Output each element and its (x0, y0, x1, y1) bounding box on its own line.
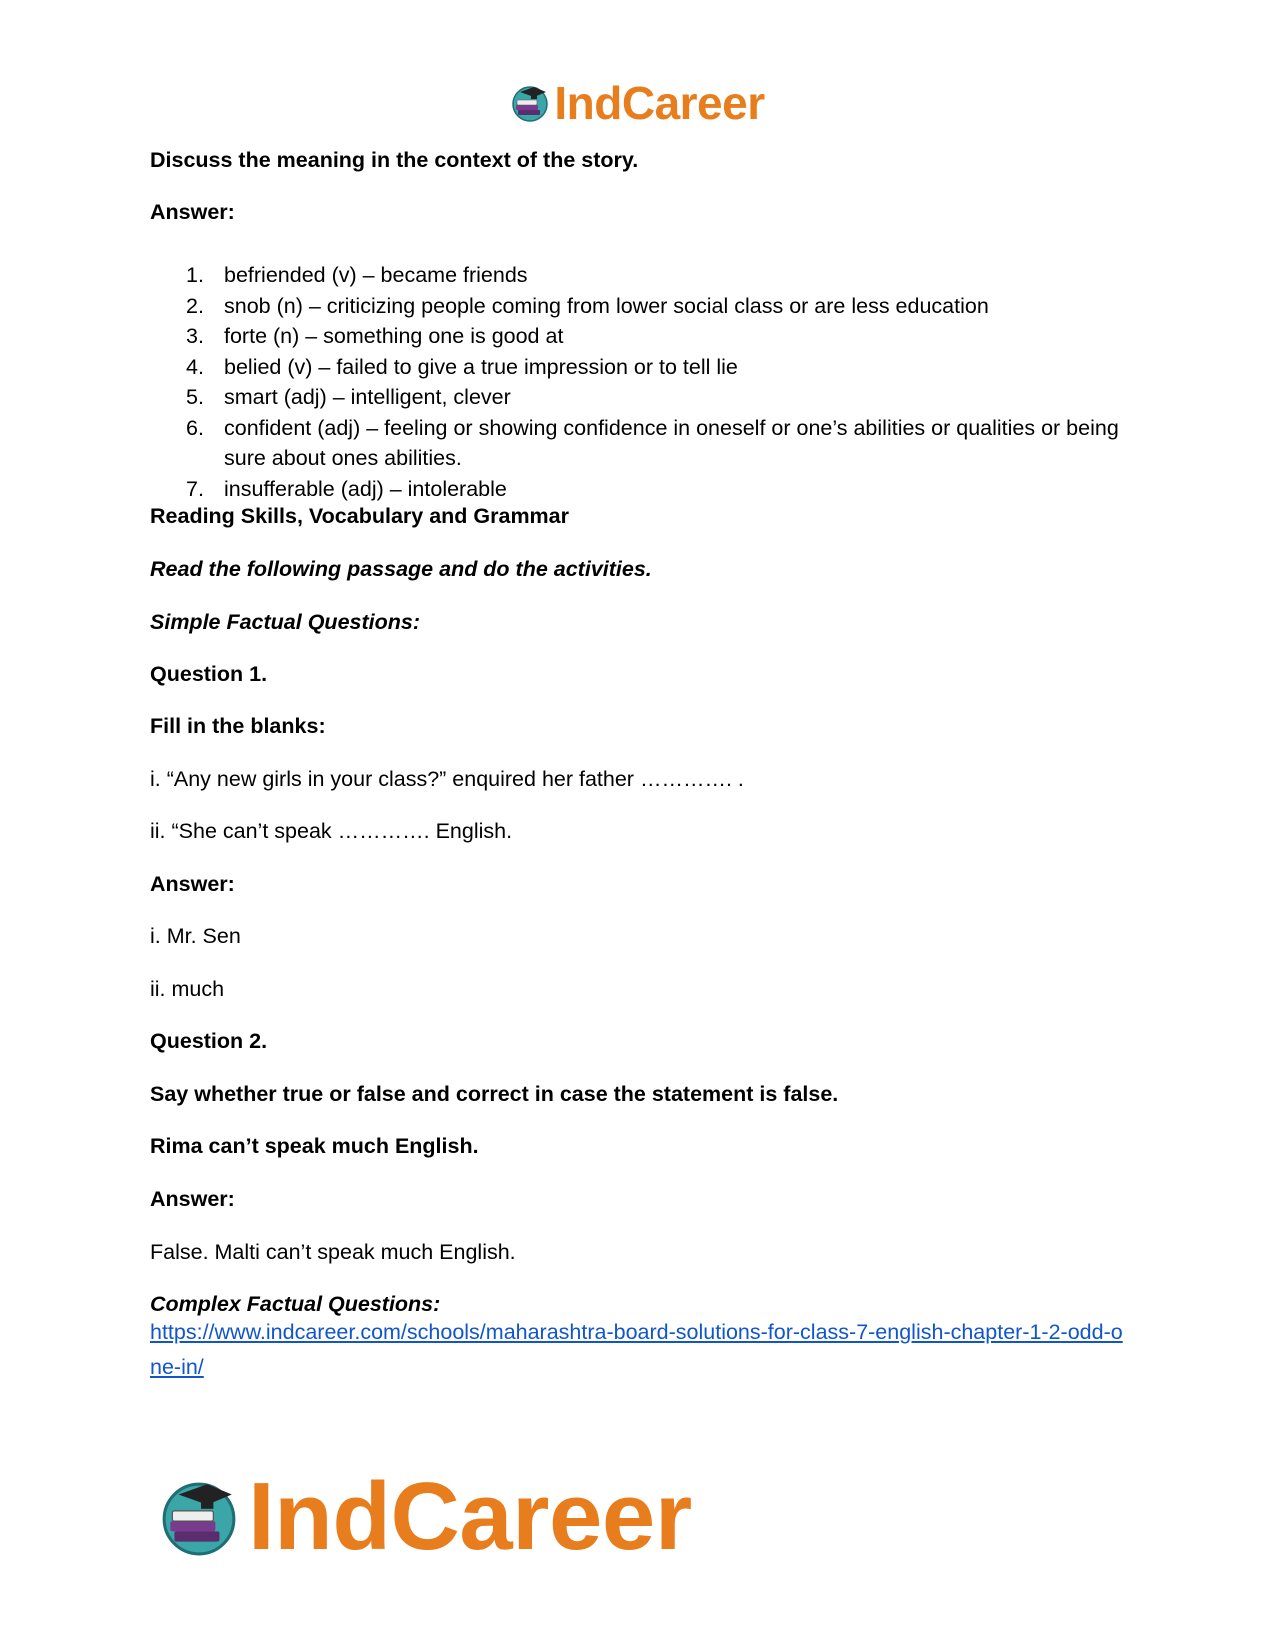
list-number: 3. (186, 324, 204, 348)
discuss-heading: Discuss the meaning in the context of the story. (150, 148, 639, 172)
true-false-instruction: Say whether true or false and correct in case the statement is false. (150, 1082, 839, 1106)
question-2-heading: Question 2. (150, 1029, 268, 1053)
list-item-text: confident (adj) – feeling or showing confidence in oneself or one’s abilities or qualities or being sure about ones abilities. (224, 415, 1119, 470)
brand-name: IndCareer (248, 1463, 692, 1570)
complex-factual-heading: Complex Factual Questions: (150, 1292, 441, 1316)
list-item-text: insufferable (adj) – intolerable (224, 476, 507, 501)
list-item-text: befriended (v) – became friends (224, 263, 528, 287)
list-number: 7. (186, 476, 204, 501)
graduation-books-globe-icon (510, 83, 550, 123)
indcareer-logo (510, 76, 764, 130)
section-heading: Reading Skills, Vocabulary and Grammar (150, 504, 569, 528)
answer-true-false: False. Malti can’t speak much English. (150, 1240, 516, 1264)
vocabulary-list (150, 260, 1144, 504)
brand-name: IndCareer (554, 77, 765, 129)
list-number: 5. (186, 385, 204, 409)
list-number: 1. (186, 263, 204, 287)
list-number: 2. (186, 293, 204, 318)
list-item (150, 413, 1144, 474)
list-item-text: forte (n) – something one is good at (224, 324, 564, 348)
list-item-text: belied (v) – failed to give a true impression or to tell lie (224, 354, 738, 379)
simple-factual-heading: Simple Factual Questions: (150, 610, 420, 634)
indcareer-logo (158, 1462, 692, 1572)
list-item (150, 352, 1144, 383)
answer-i: i. Mr. Sen (150, 924, 241, 948)
fill-blanks-heading: Fill in the blanks: (150, 714, 326, 738)
graduation-books-globe-icon (158, 1476, 240, 1558)
list-item-text: smart (adj) – intelligent, clever (224, 385, 511, 409)
statement: Rima can’t speak much English. (150, 1134, 479, 1158)
answer-label: Answer: (150, 872, 235, 896)
header-logo (0, 76, 1275, 130)
list-item (150, 321, 1144, 352)
passage-instruction: Read the following passage and do the activities. (150, 557, 652, 581)
list-item (150, 474, 1144, 505)
answer-label: Answer: (150, 200, 235, 224)
footer-logo (158, 1462, 692, 1572)
source-link[interactable]: https://www.indcareer.com/schools/maharashtra-board-solutions-for-class-7-english-chapter-1-2-odd-one-in/ (150, 1320, 1123, 1379)
list-number: 6. (186, 415, 204, 440)
list-number: 4. (186, 354, 204, 379)
answer-ii: ii. much (150, 977, 225, 1001)
list-item (150, 382, 1144, 413)
list-item-text: snob (n) – criticizing people coming from lower social class or are less education (224, 293, 989, 318)
answer-label: Answer: (150, 1187, 235, 1211)
list-item (150, 291, 1144, 322)
blank-i: i. “Any new girls in your class?” enquired her father …………. . (150, 767, 744, 791)
blank-ii: ii. “She can’t speak …………. English. (150, 819, 513, 843)
question-1-heading: Question 1. (150, 662, 268, 686)
list-item (150, 260, 1144, 291)
